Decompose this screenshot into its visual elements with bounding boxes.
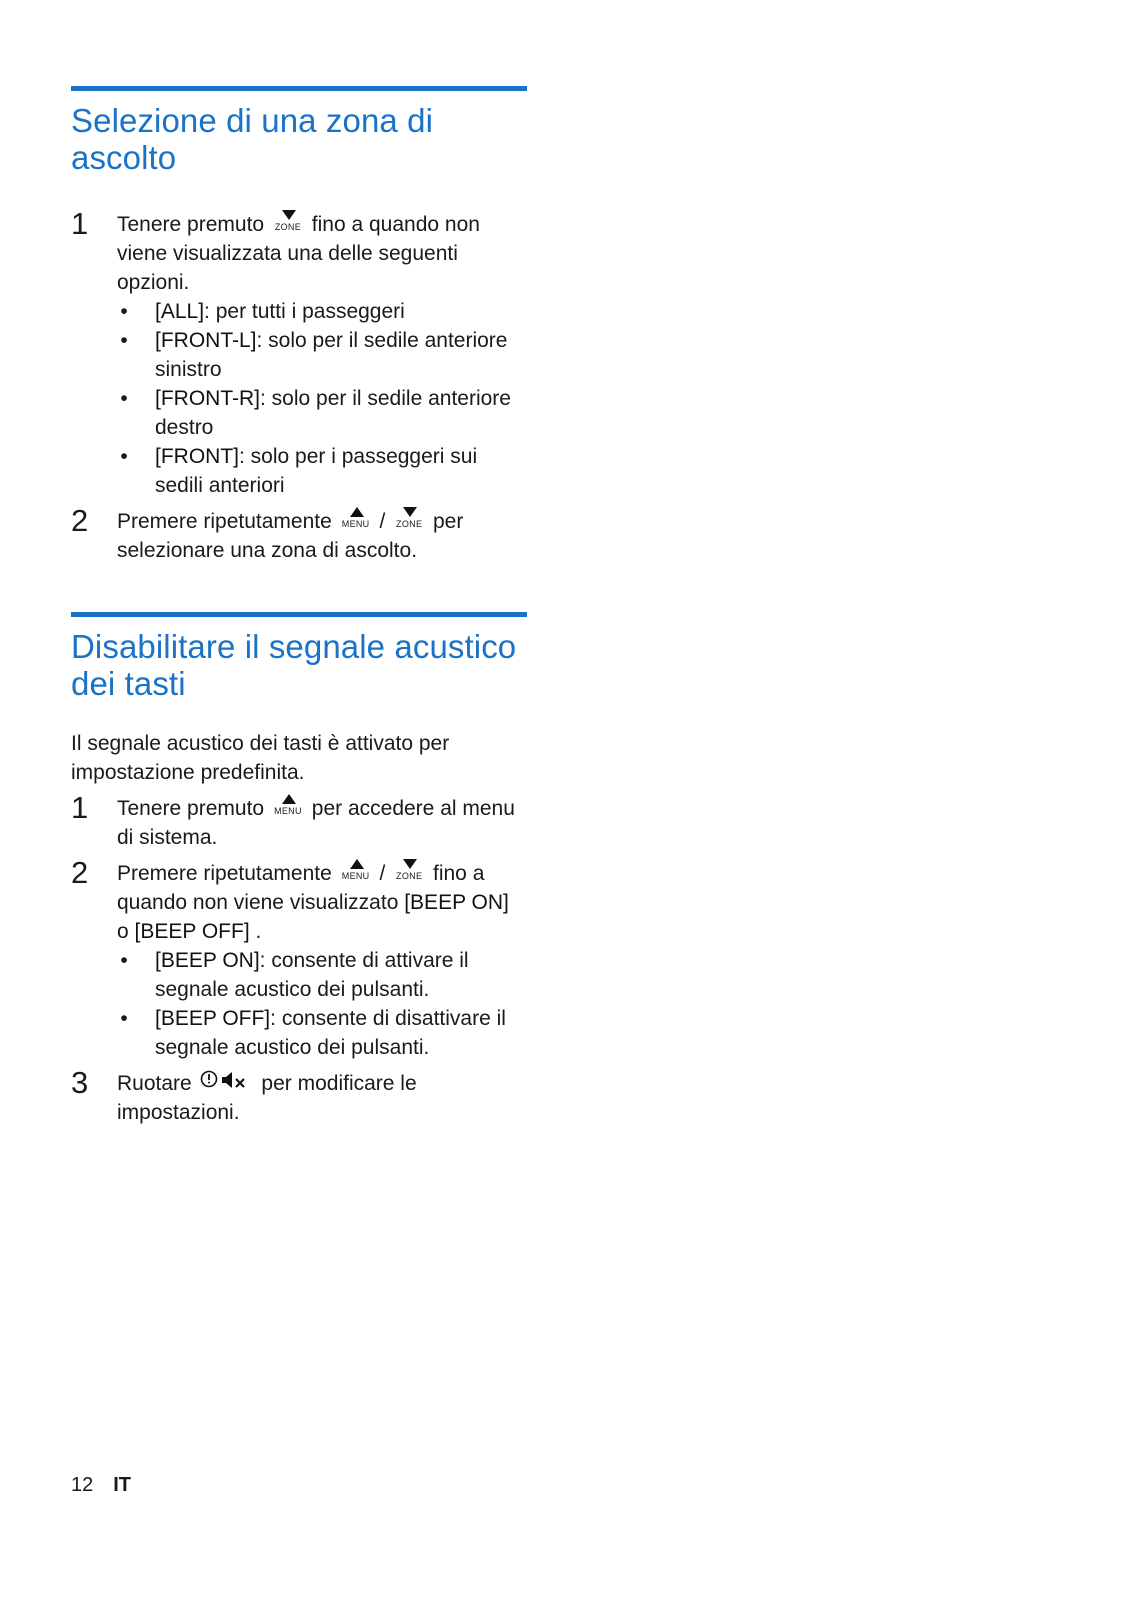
section-beep [71,612,527,702]
zone-step-2: 2 Premere ripetutamente MENU / ZONE per selezionare una zona di ascolto. [71,503,464,562]
beep-step-2: 2 Premere ripetutamente MENU / ZONE fino a quando non viene visualizzato [BEEP ON] o [BEEP OFF] . • [BEEP ON]: consente di attivare il segnale acustico dei pulsanti. • [BEEP OFF]: consente di disattivare il segnale acustico dei pulsanti. [71,859,527,1062]
section-rule [71,86,527,91]
step-number: 2 [71,503,89,538]
zone-down-button-icon: ZONE [393,859,425,883]
language-code: IT [113,1474,132,1496]
menu-up-button-icon: MENU [272,794,304,818]
page-number: 12 [71,1474,94,1496]
power-mute-knob-icon [200,1070,254,1094]
step-number: 1 [71,790,89,825]
zone-down-button-icon: ZONE [272,210,304,234]
section-title: Disabilitare il segnale acustico dei tasti [71,628,517,702]
list-item: • [FRONT-L]: solo per il sedile anteriore sinistro [120,329,508,381]
beep-options-list [71,946,527,1062]
step-number: 3 [71,1065,89,1100]
menu-up-button-icon: MENU [340,859,372,883]
list-item: • [ALL]: per tutti i passeggeri [120,300,405,323]
list-item: • [BEEP OFF]: consente di disattivare il segnale acustico dei pulsanti. [120,1007,506,1059]
menu-up-button-icon: MENU [340,507,372,531]
list-item: • [FRONT]: solo per i passeggeri sui sedili anteriori [120,445,478,497]
page-footer [71,1472,131,1498]
section-zone [71,86,527,176]
beep-step-3: 3 Ruotare per modificare le impostazioni. [71,1065,417,1124]
step-number: 2 [71,855,89,890]
beep-step-1: 1 Tenere premuto MENU per accedere al menu di sistema. [71,790,515,849]
beep-intro: Il segnale acustico dei tasti è attivato per impostazione predefinita. [71,732,450,784]
step-number: 1 [71,206,89,241]
list-item: • [BEEP ON]: consente di attivare il segnale acustico dei pulsanti. [120,949,469,1001]
zone-options-list [71,297,527,500]
section-title: Selezione di una zona di ascolto [71,102,433,176]
list-item: • [FRONT-R]: solo per il sedile anteriore destro [120,387,511,439]
section-rule [71,612,527,617]
zone-step-1: 1 Tenere premuto ZONE fino a quando non viene visualizzata una delle seguenti opzioni. • [ALL]: per tutti i passeggeri • [FRONT-L]: solo per il sedile anteriore sinistro • [FRONT-R]: solo per il sedile anteriore destro • [FRONT]: solo per i passeggeri sui sedili anteriori [71,210,527,500]
zone-down-button-icon: ZONE [393,507,425,531]
